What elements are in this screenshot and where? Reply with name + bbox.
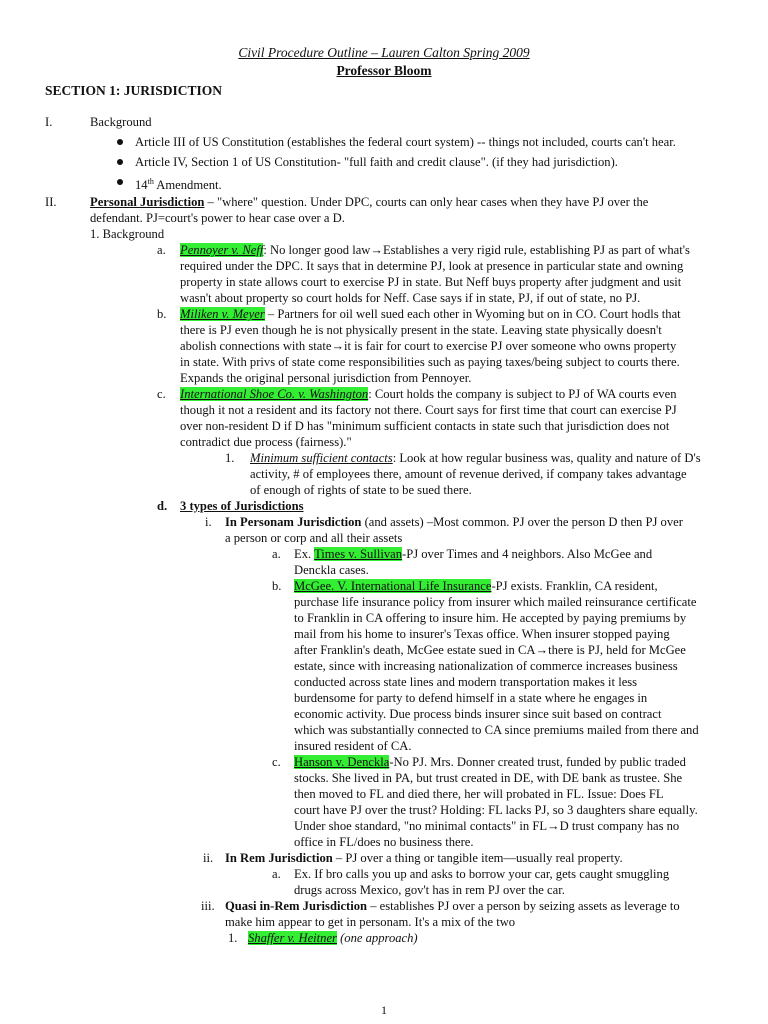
case-text: McGee. V. International Life Insurance-PJ exists. Franklin, CA resident, bbox=[294, 579, 658, 593]
case-name: International Shoe Co. v. Washington bbox=[180, 387, 369, 401]
bullet-text: 14th Amendment. bbox=[135, 177, 222, 193]
case-text: Denckla cases. bbox=[294, 563, 369, 577]
case-text: contradict due process (fairness)." bbox=[180, 435, 352, 449]
case-text: purchase life insurance policy from insurer which mailed reinsurance certificate bbox=[294, 595, 697, 609]
case-text: Quasi in-Rem Jurisdiction – establishes PJ over a person by seizing assets as leverage to bbox=[225, 899, 680, 913]
case-text: estate, since with increasing nationalization of commerce increases business bbox=[294, 659, 678, 673]
outline-numeral: II. bbox=[45, 195, 57, 209]
case-name: Miliken v. Meyer bbox=[180, 307, 265, 321]
case-text: abolish connections with state→it is fair for court to exercise PJ over someone who owns property bbox=[180, 339, 677, 353]
case-text: a person or corp and all their assets bbox=[225, 531, 403, 545]
case-text: Expands the original personal jurisdiction from Pennoyer. bbox=[180, 371, 472, 385]
case-text: In Personam Jurisdiction (and assets) –Most common. PJ over the person D then PJ over bbox=[225, 515, 683, 529]
outline-numeral: I. bbox=[45, 115, 53, 129]
case-text: wasn't about property so court holds for Neff. Case says if in state, PJ, if out of state, no PJ. bbox=[180, 291, 641, 305]
case-text: property in state allows court to exercise PJ in state. But Neff buys property after judgment and usit bbox=[180, 275, 682, 289]
case-text: Miliken v. Meyer – Partners for oil well sued each other in Wyoming but on in CO. Court hodls that bbox=[180, 307, 681, 321]
case-text: mail from his home to insurer's Texas office. When insurer stopped paying bbox=[294, 627, 670, 641]
case-name: Shaffer v. Heitner bbox=[248, 931, 337, 945]
case-text: required under the DPC. It says that in determine PJ, look at presence in particular state and owning bbox=[180, 259, 684, 273]
case-text: Ex. If bro calls you up and asks to borrow your car, gets caught smuggling bbox=[294, 867, 670, 881]
section-heading: SECTION 1: JURISDICTION bbox=[45, 83, 223, 98]
item-marker: iii. bbox=[201, 899, 215, 913]
item-marker: 1. bbox=[228, 931, 238, 945]
case-name: Pennoyer v. Neff bbox=[180, 243, 264, 257]
case-name: McGee. V. International Life Insurance bbox=[294, 579, 492, 593]
case-text: in state. With privs of state come responsibilities such as paying taxes/being subject to courts there. bbox=[180, 355, 680, 369]
case-text: court have PJ over the trust? Holding: FL lacks PJ, so 3 daughters share equally. bbox=[294, 803, 698, 817]
item-marker: ii. bbox=[203, 851, 214, 865]
case-text: over non-resident D if D has "minimum sufficient contacts in state such that jurisdiction does not bbox=[180, 419, 670, 433]
case-text: Under shoe standard, "no minimal contacts" in FL→D trust company has no bbox=[294, 819, 680, 833]
outline-subheading: 1. Background bbox=[90, 227, 165, 241]
case-text: Hanson v. Denckla-No PJ. Mrs. Donner created trust, funded by public traded bbox=[294, 755, 686, 769]
item-marker: a. bbox=[272, 867, 281, 881]
case-name: Times v. Sullivan bbox=[314, 547, 403, 561]
case-text: International Shoe Co. v. Washington: Court holds the company is subject to PJ of WA courts even bbox=[180, 387, 677, 401]
professor-name: Professor Bloom bbox=[336, 63, 432, 78]
item-marker: 1. bbox=[225, 451, 235, 465]
outline-text: Personal Jurisdiction – "where" question. Under DPC, courts can only hear cases when they have PJ over the bbox=[90, 195, 649, 209]
case-text: of enough of rights of state to be sued there. bbox=[250, 483, 472, 497]
bullet-text: Article III of US Constitution (establishes the federal court system) -- things not included, courts can't hear. bbox=[135, 135, 676, 149]
case-text: make him appear to get in personam. It's a mix of the two bbox=[225, 915, 516, 929]
case-text: drugs across Mexico, gov't has in rem PJ over the car. bbox=[294, 883, 565, 897]
bullet-icon bbox=[117, 179, 123, 185]
case-text: Minimum sufficient contacts: Look at how regular business was, quality and nature of D's bbox=[250, 451, 701, 465]
case-text: after Franklin's death, McGee estate sued in CA→there is PJ, held for McGee bbox=[294, 643, 686, 657]
item-marker: c. bbox=[272, 755, 281, 769]
case-text: to Franklin in CA offering to insure him. He accepted by paying premiums by bbox=[294, 611, 687, 625]
document-title: Civil Procedure Outline – Lauren Calton Spring 2009 bbox=[238, 45, 530, 60]
case-text: office in FL/does no business there. bbox=[294, 835, 474, 849]
case-text: economic activity. Due process binds insurer since suit based on contract bbox=[294, 707, 662, 721]
case-text: conducted across state lines and modern transportation makes it less bbox=[294, 675, 638, 689]
item-marker: a. bbox=[157, 243, 166, 257]
bullet-icon bbox=[117, 139, 123, 145]
case-text: then moved to FL and died there, her will probated in FL. Issue: Does FL bbox=[294, 787, 664, 801]
case-text: there is PJ even though he is not physically present in the state. Leaving state physically doesn't bbox=[180, 323, 662, 337]
case-text: burdensome for party to defend himself in a state where he engages in bbox=[294, 691, 648, 705]
bullet-text: Article IV, Section 1 of US Constitution- "full faith and credit clause". (if they had jurisdiction). bbox=[135, 155, 618, 169]
outline-text: defendant. PJ=court's power to hear case over a D. bbox=[90, 211, 345, 225]
item-marker: a. bbox=[272, 547, 281, 561]
item-marker: d. bbox=[157, 499, 168, 513]
case-text: insured resident of CA. bbox=[294, 739, 412, 753]
outline-heading: Background bbox=[90, 115, 152, 129]
page-number: 1 bbox=[381, 1003, 387, 1017]
case-text: In Rem Jurisdiction – PJ over a thing or tangible item—usually real property. bbox=[225, 851, 623, 865]
case-text: Shaffer v. Heitner (one approach) bbox=[248, 931, 418, 945]
case-text: which was substantially connected to CA since premiums mailed from there and bbox=[294, 723, 699, 737]
case-text: though it not a resident and its factory not there. Court says for first time that court can exercise PJ bbox=[180, 403, 677, 417]
item-marker: c. bbox=[157, 387, 166, 401]
outline-subheading: 3 types of Jurisdictions bbox=[180, 499, 304, 513]
case-name: Hanson v. Denckla bbox=[294, 755, 390, 769]
item-marker: i. bbox=[205, 515, 212, 529]
case-text: stocks. She lived in PA, but trust created in DE, with DE bank as trustee. She bbox=[294, 771, 683, 785]
item-marker: b. bbox=[272, 579, 282, 593]
case-text: Ex. Times v. Sullivan-PJ over Times and 4 neighbors. Also McGee and bbox=[294, 547, 653, 561]
case-text: Pennoyer v. Neff: No longer good law→Establishes a very rigid rule, establishing PJ as part of what's bbox=[180, 243, 690, 257]
case-text: activity, # of employees there, amount of revenue derived, if company takes advantage bbox=[250, 467, 687, 481]
bullet-icon bbox=[117, 159, 123, 165]
item-marker: b. bbox=[157, 307, 167, 321]
